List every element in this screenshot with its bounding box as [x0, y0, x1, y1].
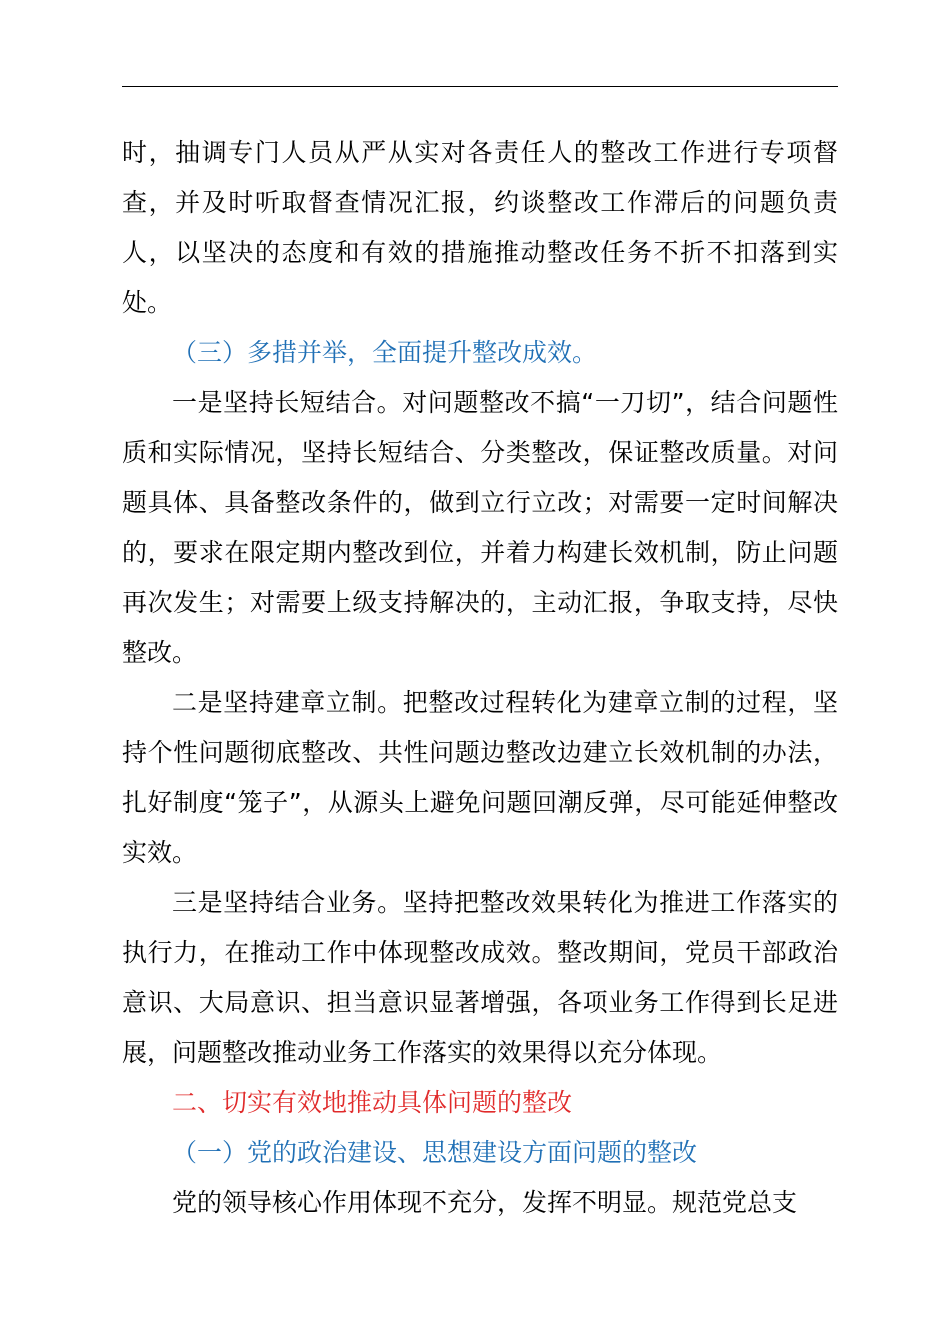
- document-body: [122, 128, 838, 1228]
- subheading-section-1: （一）党的政治建设、思想建设方面问题的整改: [172, 1138, 698, 1167]
- header-rule: [122, 86, 838, 87]
- paragraph-point-1: 一是坚持长短结合。对问题整改不搞“一刀切”，结合问题性质和实际情况，坚持长短结合、分类整改，保证整改质量。对问题具体、具备整改条件的，做到立行立改；对需要一定时间解决的，要求在限定期内整改到位，并着力构建长效机制，防止问题再次发生；对需要上级支持解决的，主动汇报，争取支持，尽快整改。: [122, 388, 838, 667]
- subheading-section-3: （三）多措并举，全面提升整改成效。: [172, 338, 598, 367]
- paragraph-point-3: 三是坚持结合业务。坚持把整改效果转化为推进工作落实的执行力，在推动工作中体现整改成效。整改期间，党员干部政治意识、大局意识、担当意识显著增强，各项业务工作得到长足进展，问题整改推动业务工作落实的效果得以充分体现。: [122, 888, 838, 1067]
- paragraph-leadership: 党的领导核心作用体现不充分，发挥不明显。规范党总支: [172, 1188, 798, 1217]
- heading-part-2: 二、切实有效地推动具体问题的整改: [172, 1088, 573, 1117]
- paragraph-continuation: 时，抽调专门人员从严从实对各责任人的整改工作进行专项督查，并及时听取督查情况汇报，约谈整改工作滞后的问题负责人，以坚决的态度和有效的措施推动整改任务不折不扣落到实处。: [122, 138, 838, 317]
- paragraph-point-2: 二是坚持建章立制。把整改过程转化为建章立制的过程，坚持个性问题彻底整改、共性问题边整改边建立长效机制的办法，扎好制度“笼子”，从源头上避免问题回潮反弹，尽可能延伸整改实效。: [122, 688, 838, 867]
